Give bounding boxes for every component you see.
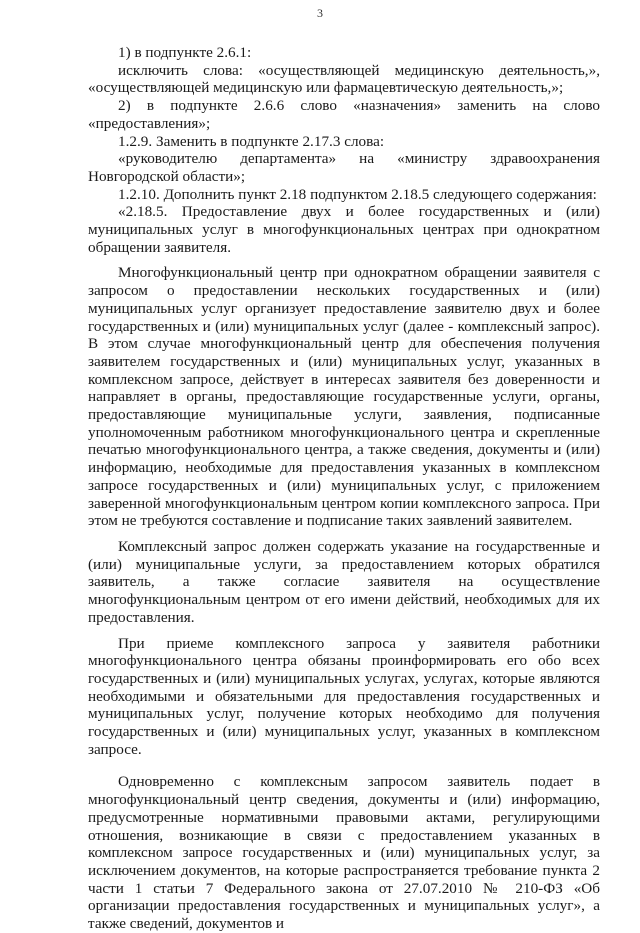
paragraph-subpoint-2: 2) в подпункте 2.6.6 слово «назначения» заменить на слово «предоставления»; — [88, 97, 600, 132]
document-body — [88, 44, 600, 933]
paragraph-1-2-10: 1.2.10. Дополнить пункт 2.18 подпунктом 2.18.5 следующего содержания: — [118, 185, 597, 203]
paragraph-complex-request-content: Комплексный запрос должен содержать указание на государственные и (или) муниципальные услуги, за предоставлением которых обратился заявитель, а также согласие заявителя на осуществление многофункциональным центром от его имени действий, необходимых для их предоставления. — [88, 537, 600, 626]
paragraph-1-2-9: 1.2.9. Заменить в подпункте 2.17.3 слова: — [118, 132, 385, 150]
paragraph-exclude-words: исключить слова: «осуществляющей медицинскую деятельность,», «осуществляющей медицинскую или фармацевтическую деятельность,»; — [88, 61, 600, 97]
paragraph-subpoint-1: 1) в подпункте 2.6.1: — [118, 44, 252, 61]
paragraph-replace-words: «руководителю департамента» на «министру здравоохранения Новгородской области»; — [88, 150, 600, 185]
paragraph-mfc-complex-request: Многофункциональный центр при однократном обращении заявителя с запросом о предоставлении нескольких государственных и (или) муниципальных услуг организует предоставление заявителю двух и более государственных и (или) муниципальных услуг (далее - комплексный запрос). В этом случае многофункциональный центр для обеспечения получения заявителем государственных и (или) муниципальных услуг, указанных в комплексном запросе, действует в интересах заявителя без доверенности и направляет в органы, предоставляющие государственные услуги, органы, предоставляющие муниципальные услуги, заявления, подписанные уполномоченным работником многофункционального центра и скрепленные печатью многофункционального центра, а также сведения, документы и (или) информацию, необходимые для предоставления указанных в комплексном запросе государственных и (или) муниципальных услуг, с приложением заверенной многофункциональным центром копии комплексного запроса. При этом не требуются составление и подписание таких заявлений заявителем. — [88, 264, 600, 530]
paragraph-documents: Одновременно с комплексным запросом заявитель подает в многофункциональный центр сведения, документы и (или) информацию, предусмотренные нормативными правовыми актами, регулирующими отношения, возникающие в связи с предоставлением указанных в комплексном запросе государственных и (или) муниципальных услуг, за исключением документов, на которые распространяется требование пункта 2 части 1 статьи 7 Федерального закона от 27.07.2010 № 210-ФЗ «Об организации предоставления государственных и муниципальных услуг», а также сведений, документов и — [88, 773, 600, 933]
paragraph-acceptance: При приеме комплексного запроса у заявителя работники многофункционального центра обязаны проинформировать его обо всех государственных и (или) муниципальных услугах, услугах, которые являются необходимыми и обязательными для предоставления государственных и муниципальных услуг, получение которых необходимо для получения государственных и (или) муниципальных услуг, указанных в комплексном запросе. — [88, 634, 600, 758]
page-number: 3 — [317, 6, 323, 20]
paragraph-2-18-5: «2.18.5. Предоставление двух и более государственных и (или) муниципальных услуг в многофункциональных центрах при однократном обращении заявителя. — [88, 203, 600, 256]
